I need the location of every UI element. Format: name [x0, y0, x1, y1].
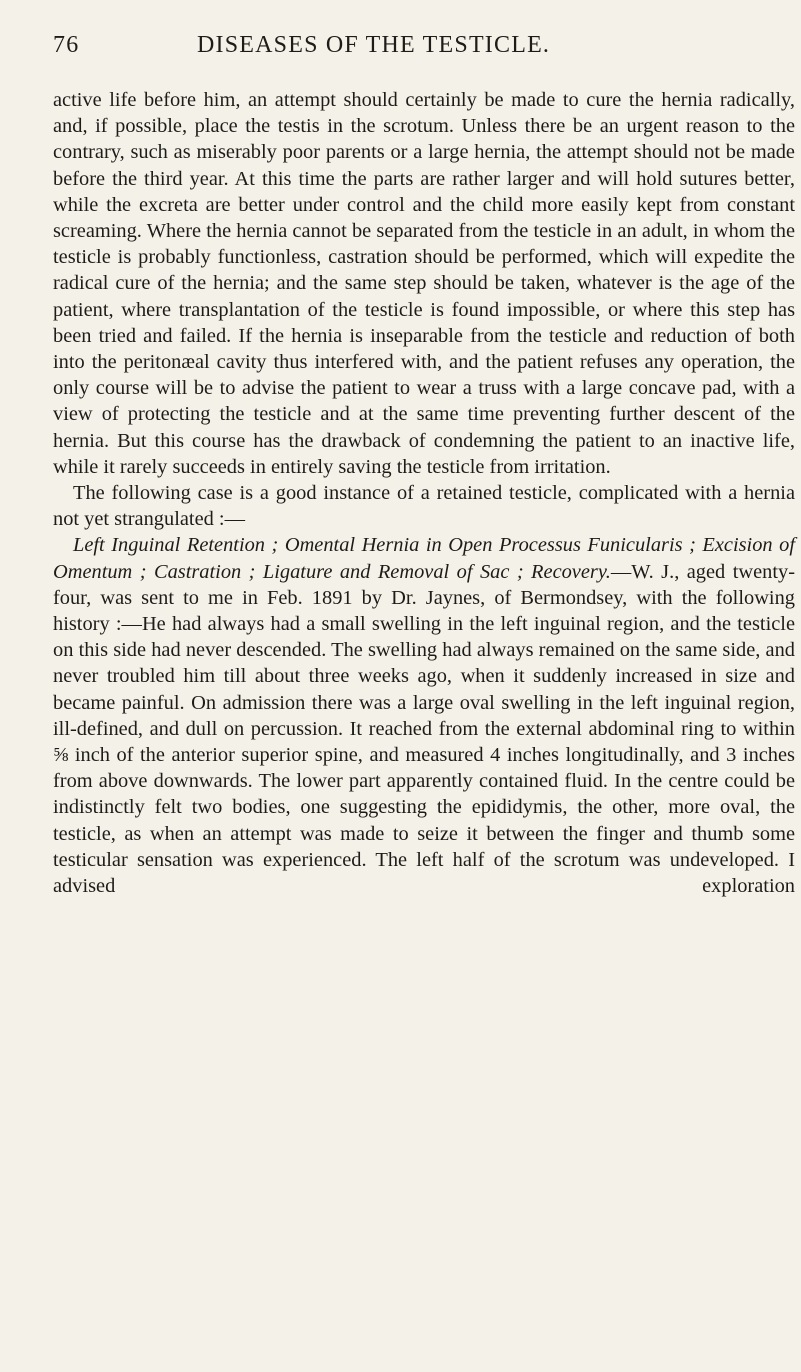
- case-report-paragraph: [53, 532, 795, 899]
- paragraph-2: The following case is a good instance of a retained testicle, complicated with a hernia not yet strangulated :—: [53, 482, 795, 531]
- paragraph-1: active life before him, an attempt should certainly be made to cure the hernia radically, and, if possible, place the testis in the scrotum. Unless there be an urgent reason to the contrary, such as miserably poor parents or a large hernia, the attempt should not be made before the third year. At this time the parts are rather larger and will hold sutures better, while the excreta are better under control and the child more easily kept from constant screaming. Where the hernia cannot be separated from the testicle in an adult, in whom the testicle is probably functionless, castration should be performed, which will expedite the radical cure of the hernia; and the same step should be taken, whatever is the age of the patient, where transplantation of the testicle is found impossible, or where this step has been tried and failed. If the hernia is inseparable from the testicle and reduction of both into the peritonæal cavity thus interfered with, and the patient refuses any operation, the only course will be to advise the patient to wear a truss with a large concave pad, with a view of protecting the testicle and at the same time preventing further descent of the hernia. But this course has the drawback of condemning the patient to an inactive life, while it rarely succeeds in entirely saving the testicle from irritation.: [53, 89, 795, 478]
- case-report-text: —W. J., aged twenty-four, was sent to me in Feb. 1891 by Dr. Jaynes, of Bermondsey, with the following history :—He had always had a small swelling in the left inguinal region, and the testicle on this side had never descended. The swelling had always remained on the same side, and never troubled him till about three weeks ago, when it suddenly increased in size and became painful. On admission there was a large oval swelling in the left inguinal region, ill-defined, and dull on percussion. It reached from the external abdominal ring to within ⅝ inch of the anterior superior spine, and measured 4 inches longitudinally, and 3 inches from above downwards. The lower part apparently contained fluid. In the centre could be indistinctly felt two bodies, one suggesting the epididymis, the other, more oval, the testicle, as when an attempt was made to seize it between the finger and thumb some testicular sensation was experienced. The left half of the scrotum was undeveloped. I advised exploration: [53, 560, 795, 898]
- running-header: [53, 31, 795, 59]
- body-text: [53, 87, 795, 899]
- case-heading: Left Inguinal Retention ; Omental Hernia in Open Processus Funicularis ; Excision of Omentum ; Castration ; Ligature and Removal of Sac ; Recovery.: [53, 534, 795, 583]
- running-title: DISEASES OF THE TESTICLE.: [197, 32, 551, 58]
- book-page: [53, 31, 795, 899]
- page-number: 76: [53, 32, 80, 58]
